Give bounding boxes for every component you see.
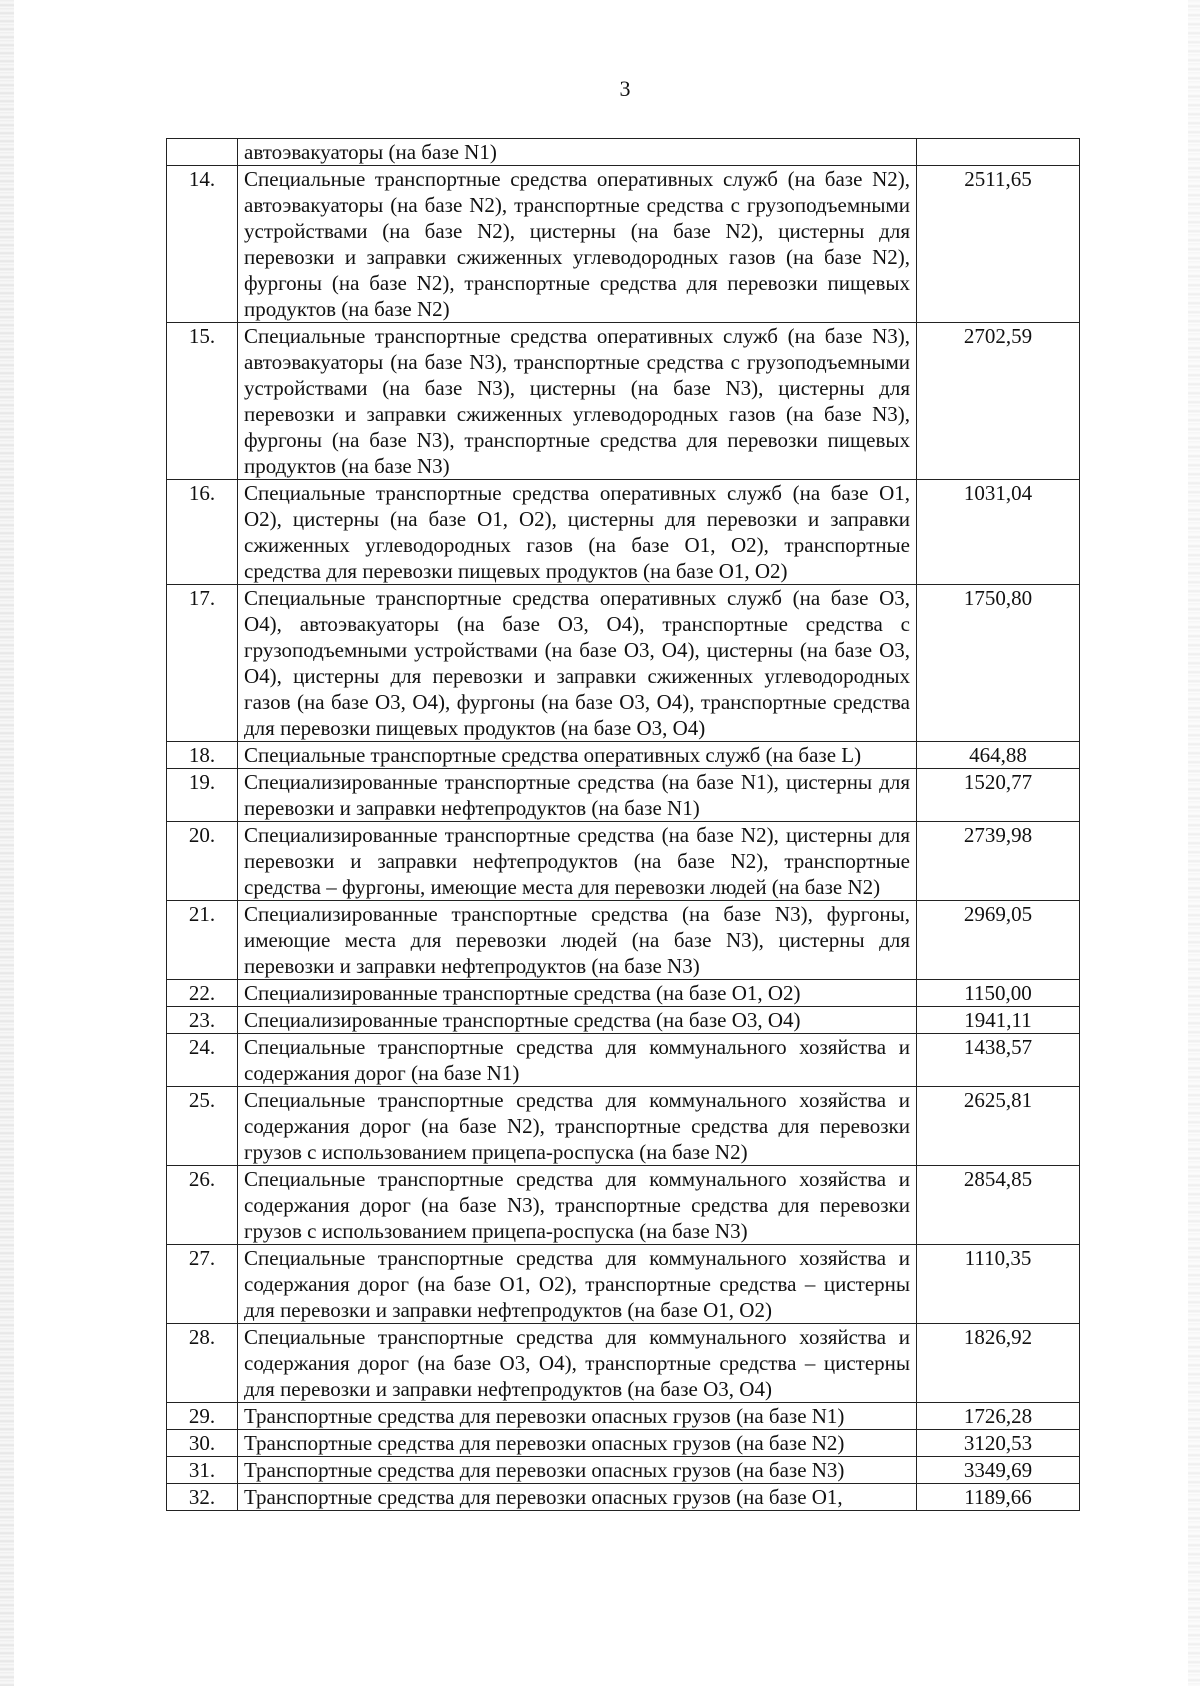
tariff-value: 1438,57 (917, 1034, 1080, 1087)
vehicle-category-description: Специальные транспортные средства оперативных служб (на базе N3), автоэвакуаторы (на базе N3), транспортные средства с грузоподъемными устройствами (на базе N3), цистерны (на базе N3), цистерны для перевозки и заправки сжиженных углеводородных газов (на базе N3), фургоны (на базе N3), транспортные средства для перевозки пищевых продуктов (на базе N3) (238, 323, 917, 480)
row-number: 32. (167, 1484, 238, 1511)
row-number: 27. (167, 1245, 238, 1324)
table-row (167, 1087, 1080, 1166)
table-row (167, 1324, 1080, 1403)
tariff-value: 1941,11 (917, 1007, 1080, 1034)
tariff-value (917, 139, 1080, 166)
table-row (167, 1034, 1080, 1087)
table-row (167, 901, 1080, 980)
table-row (167, 585, 1080, 742)
vehicle-category-description: Специальные транспортные средства для коммунального хозяйства и содержания дорог (на базе O3, O4), транспортные средства – цистерны для перевозки и заправки нефтепродуктов (на базе O3, O4) (238, 1324, 917, 1403)
vehicle-category-description: автоэвакуаторы (на базе N1) (238, 139, 917, 166)
table-row (167, 1430, 1080, 1457)
row-number: 22. (167, 980, 238, 1007)
vehicle-category-description: Специальные транспортные средства для коммунального хозяйства и содержания дорог (на базе O1, O2), транспортные средства – цистерны для перевозки и заправки нефтепродуктов (на базе O1, O2) (238, 1245, 917, 1324)
table-row (167, 1403, 1080, 1430)
page-number: 3 (619, 76, 631, 101)
row-number: 28. (167, 1324, 238, 1403)
row-number: 16. (167, 480, 238, 585)
table-row (167, 742, 1080, 769)
tariff-value: 1189,66 (917, 1484, 1080, 1511)
vehicle-category-description: Транспортные средства для перевозки опасных грузов (на базе O1, (238, 1484, 917, 1511)
vehicle-category-description: Специальные транспортные средства для коммунального хозяйства и содержания дорог (на базе N3), транспортные средства для перевозки грузов с использованием прицепа-роспуска (на базе N3) (238, 1166, 917, 1245)
tariff-value: 2739,98 (917, 822, 1080, 901)
vehicle-category-description: Специальные транспортные средства оперативных служб (на базе O1, O2), цистерны (на базе O1, O2), цистерны для перевозки и заправки сжиженных углеводородных газов (на базе O1, O2), транспортные средства для перевозки пищевых продуктов (на базе O1, O2) (238, 480, 917, 585)
tariff-value: 1110,35 (917, 1245, 1080, 1324)
table-row (167, 1457, 1080, 1484)
vehicle-category-description: Специализированные транспортные средства (на базе N1), цистерны для перевозки и заправки нефтепродуктов (на базе N1) (238, 769, 917, 822)
tariff-value: 1750,80 (917, 585, 1080, 742)
row-number: 26. (167, 1166, 238, 1245)
vehicle-category-description: Транспортные средства для перевозки опасных грузов (на базе N1) (238, 1403, 917, 1430)
vehicle-category-description: Специализированные транспортные средства (на базе N3), фургоны, имеющие места для перевозки людей (на базе N3), цистерны для перевозки и заправки нефтепродуктов (на базе N3) (238, 901, 917, 980)
vehicle-category-description: Транспортные средства для перевозки опасных грузов (на базе N3) (238, 1457, 917, 1484)
table-row (167, 480, 1080, 585)
row-number: 25. (167, 1087, 238, 1166)
vehicle-category-description: Специализированные транспортные средства (на базе O1, O2) (238, 980, 917, 1007)
row-number: 29. (167, 1403, 238, 1430)
row-number: 20. (167, 822, 238, 901)
row-number: 24. (167, 1034, 238, 1087)
vehicle-category-description: Специальные транспортные средства оперативных служб (на базе O3, O4), автоэвакуаторы (на базе O3, O4), транспортные средства с грузоподъемными устройствами (на базе O3, O4), цистерны (на базе O3, O4), цистерны для перевозки и заправки сжиженных углеводородных газов (на базе O3, O4), фургоны (на базе O3, O4), транспортные средства для перевозки пищевых продуктов (на базе O3, O4) (238, 585, 917, 742)
table-row (167, 769, 1080, 822)
row-number: 15. (167, 323, 238, 480)
table-row (167, 323, 1080, 480)
tariff-value: 2702,59 (917, 323, 1080, 480)
tariff-table (166, 138, 1080, 1511)
table-row (167, 980, 1080, 1007)
row-number (167, 139, 238, 166)
vehicle-category-description: Специальные транспортные средства оперативных служб (на базе N2), автоэвакуаторы (на базе N2), транспортные средства с грузоподъемными устройствами (на базе N2), цистерны (на базе N2), цистерны для перевозки и заправки сжиженных углеводородных газов (на базе N2), фургоны (на базе N2), транспортные средства для перевозки пищевых продуктов (на базе N2) (238, 166, 917, 323)
table-row (167, 139, 1080, 166)
row-number: 31. (167, 1457, 238, 1484)
row-number: 19. (167, 769, 238, 822)
table-row (167, 822, 1080, 901)
vehicle-category-description: Специальные транспортные средства оперативных служб (на базе L) (238, 742, 917, 769)
scan-edge-left (0, 0, 14, 1686)
table-row (167, 1166, 1080, 1245)
tariff-value: 1826,92 (917, 1324, 1080, 1403)
vehicle-category-description: Специализированные транспортные средства (на базе N2), цистерны для перевозки и заправки нефтепродуктов (на базе N2), транспортные средства – фургоны, имеющие места для перевозки людей (на базе N2) (238, 822, 917, 901)
table-row (167, 1007, 1080, 1034)
vehicle-category-description: Специальные транспортные средства для коммунального хозяйства и содержания дорог (на базе N1) (238, 1034, 917, 1087)
tariff-value: 2969,05 (917, 901, 1080, 980)
row-number: 30. (167, 1430, 238, 1457)
tariff-value: 2511,65 (917, 166, 1080, 323)
tariff-value: 3349,69 (917, 1457, 1080, 1484)
row-number: 17. (167, 585, 238, 742)
tariff-value: 1150,00 (917, 980, 1080, 1007)
row-number: 23. (167, 1007, 238, 1034)
tariff-value: 464,88 (917, 742, 1080, 769)
table-row (167, 1245, 1080, 1324)
tariff-value: 1726,28 (917, 1403, 1080, 1430)
tariff-value: 2625,81 (917, 1087, 1080, 1166)
tariff-value: 2854,85 (917, 1166, 1080, 1245)
table-row (167, 166, 1080, 323)
scan-edge-right (1188, 0, 1200, 1686)
vehicle-category-description: Специализированные транспортные средства (на базе O3, O4) (238, 1007, 917, 1034)
vehicle-category-description: Транспортные средства для перевозки опасных грузов (на базе N2) (238, 1430, 917, 1457)
row-number: 21. (167, 901, 238, 980)
row-number: 14. (167, 166, 238, 323)
table-row (167, 1484, 1080, 1511)
tariff-value: 1031,04 (917, 480, 1080, 585)
row-number: 18. (167, 742, 238, 769)
tariff-table-body (167, 139, 1080, 1511)
tariff-value: 3120,53 (917, 1430, 1080, 1457)
tariff-value: 1520,77 (917, 769, 1080, 822)
vehicle-category-description: Специальные транспортные средства для коммунального хозяйства и содержания дорог (на базе N2), транспортные средства для перевозки грузов с использованием прицепа-роспуска (на базе N2) (238, 1087, 917, 1166)
